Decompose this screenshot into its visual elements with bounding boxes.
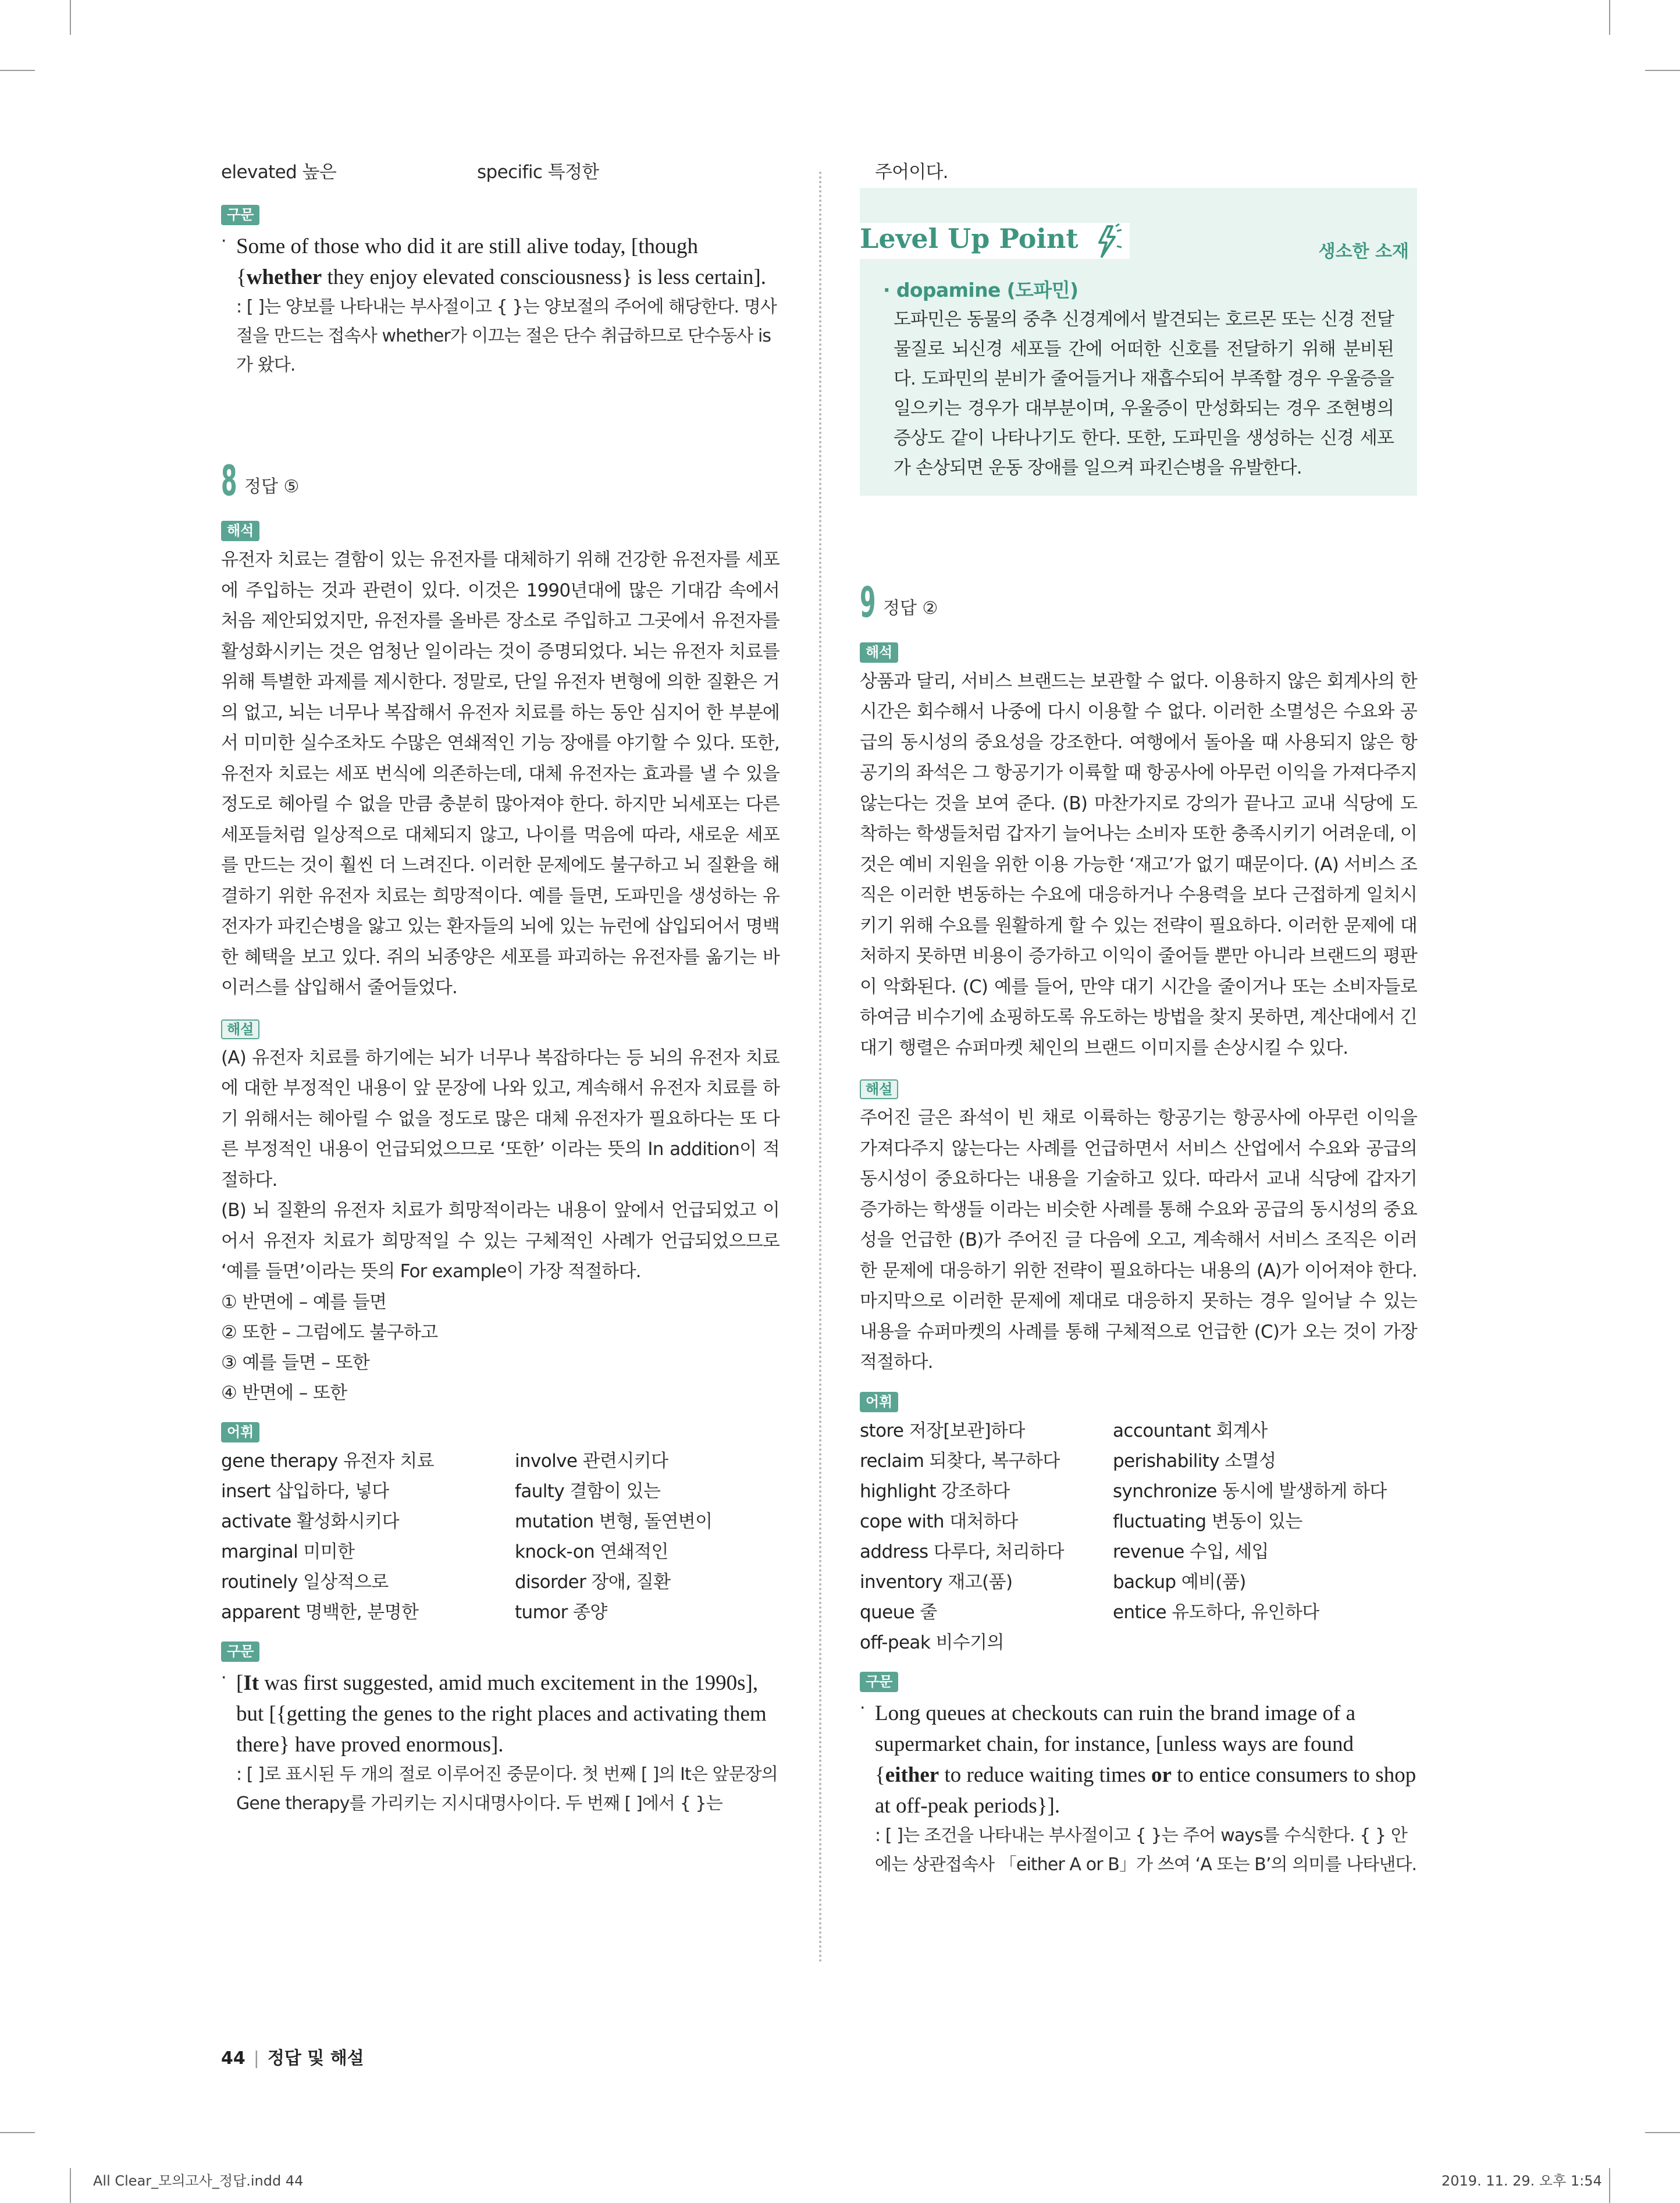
- gumun-tag: 구문: [860, 1672, 898, 1692]
- vocab-item: apparent 명백한, 분명한: [221, 1601, 419, 1623]
- bullet: ·: [860, 1697, 866, 1718]
- option-3: ③ 예를 들면 – 또한: [221, 1352, 370, 1373]
- footer-separator: |: [253, 2048, 259, 2069]
- level-up-box: [860, 188, 1417, 496]
- vocab-item: queue 줄: [860, 1601, 937, 1623]
- crop-mark: [70, 2168, 71, 2203]
- option-4: ④ 반면에 – 또한: [221, 1382, 347, 1403]
- footer-label: 정답 및 해설: [267, 2048, 364, 2069]
- eohwi-tag: 어휘: [860, 1392, 898, 1412]
- crop-mark: [1609, 0, 1610, 35]
- question-8-header: [221, 456, 780, 505]
- question-number: 9: [860, 577, 876, 627]
- vocab-item: synchronize 동시에 발생하게 하다: [1113, 1480, 1387, 1502]
- vocab-item: disorder 장애, 질환: [515, 1571, 671, 1593]
- vocab-item: highlight 강조하다: [860, 1480, 1010, 1502]
- haeseol-tag: 해설: [860, 1079, 898, 1099]
- level-up-badge: 생소한 소재: [1318, 241, 1409, 262]
- right-column: [860, 157, 1417, 1879]
- vocab-list: [860, 1416, 1417, 1658]
- level-up-heading: · dopamine (도파민): [883, 278, 1079, 301]
- vocab-item: fluctuating 변동이 있는: [1113, 1511, 1302, 1532]
- vocab-item: routinely 일상적으로: [221, 1571, 389, 1593]
- vocab-item: entice 유도하다, 유인하다: [1113, 1601, 1319, 1623]
- vocab-item: backup 예비(품): [1113, 1571, 1246, 1593]
- vocab-item: perishability 소멸성: [1113, 1450, 1276, 1472]
- slug-file: All Clear_모의고사_정답.indd 44: [93, 2173, 304, 2189]
- vocab-item: marginal 미미한: [221, 1541, 355, 1562]
- column-divider: [819, 172, 821, 1964]
- crop-mark: [70, 0, 71, 35]
- explanation-paragraph: 주어진 글은 좌석이 빈 채로 이륙하는 항공기는 항공사에 아무런 이익을 가져다주지 않는다는 사례를 언급하면서 서비스 산업에서 수요와 공급의 동시성이 중요하다는 내용을 기술하고 있다. 따라서 교내 식당에 갑자기 증가하는 학생들 이라는 비슷한 사례를 통해 수요와 공급의 동시성의 중요성을 언급한 (B)가 주어진 글 다음에 오고, 계속해서 서비스 조직은 이러한 문제에 대응하기 위한 전략이 필요하다는 내용의 (A)가 이어져야 한다. 마지막으로 이러한 문제에 제대로 대응하지 못하는 경우 일어날 수 있는 내용을 슈퍼마켓의 사례를 통해 구체적으로 언급한 (C)가 오는 것이 가장 적절하다.: [860, 1107, 1417, 1373]
- answer-label: 정답 ⑤: [244, 477, 300, 497]
- answer-label: 정답 ②: [883, 598, 938, 619]
- left-column: [221, 157, 780, 1818]
- vocab-en: elevated: [221, 162, 297, 183]
- vocab-ko: 높은: [302, 162, 337, 183]
- continuation-text: 주어이다.: [875, 162, 948, 183]
- vocab-item: tumor 종양: [515, 1601, 607, 1623]
- page-footer: [221, 2044, 364, 2069]
- vocab-item: off-peak 비수기의: [860, 1632, 1004, 1653]
- explanation-a: (A) 유전자 치료를 하기에는 뇌가 너무나 복잡하다는 등 뇌의 유전자 치료에 대한 부정적인 내용이 앞 문장에 나와 있고, 계속해서 유전자 치료를 하기 위해서는 헤아릴 수 없을 정도로 많은 대체 유전자가 필요하다는 또 다른 부정적인 내용이 언급되었으므로 ‘또한’ 이라는 뜻의 In addition이 적절하다.: [221, 1047, 780, 1191]
- haeseok-tag: 해석: [221, 521, 259, 541]
- gumun-note-1: : [ ]는 양보를 나타내는 부사절이고 { }는 양보절의 주어에 해당한다. 명사절을 만드는 접속사 whether가 이끄는 절은 단수 취급하므로 단수동사 is가 왔다.: [236, 297, 777, 375]
- vocab-item: faulty 결함이 있는: [515, 1480, 661, 1502]
- vocab-item: revenue 수입, 세입: [1113, 1541, 1269, 1562]
- bullet: ·: [221, 231, 227, 251]
- translation-paragraph: 상품과 달리, 서비스 브랜드는 보관할 수 없다. 이용하지 않은 회계사의 한 시간은 회수해서 나중에 다시 이용할 수 없다. 이러한 소멸성은 수요와 공급의 동시성의 중요성을 강조한다. 여행에서 돌아올 때 사용되지 않은 항공기의 좌석은 그 항공기가 이륙할 때 항공사에 아무런 이익을 가져다주지 않는다는 것을 보여 준다. (B) 마찬가지로 강의가 끝나고 교내 식당에 도착하는 학생들처럼 갑자기 늘어나는 소비자 또한 충족시키기 어려운데, 이것은 예비 지원을 위한 이용 가능한 ‘재고’가 없기 때문이다. (A) 서비스 조직은 이러한 변동하는 수요에 대응하거나 수용력을 보다 근접하게 일치시키기 위해 수요를 원활하게 할 수 있는 전략이 필요하다. 이러한 문제에 대처하지 못하면 비용이 증가하고 이익이 줄어들 뿐만 아니라 브랜드의 평판이 악화된다. (C) 예를 들어, 만약 대기 시간을 줄이거나 또는 소비자들로 하여금 비수기에 쇼핑하도록 유도하는 방법을 찾지 못하면, 계산대에서 긴 대기 행렬은 슈퍼마켓 체인의 브랜드 이미지를 손상시킬 수 있다.: [860, 670, 1417, 1058]
- vocab-ko: 특정한: [547, 162, 599, 183]
- crop-mark: [1645, 70, 1680, 71]
- level-up-title: Level Up Point: [860, 223, 1130, 259]
- vocab-item: activate 활성화시키다: [221, 1511, 399, 1532]
- gumun-note: : [ ]는 조건을 나타내는 부사절이고 { }는 주어 ways를 수식한다. { } 안에는 상관접속사 「either A or B」가 쓰여 ‘A 또는 B’의 의미를 나타낸다.: [875, 1825, 1417, 1875]
- haeseok-tag: 해석: [860, 642, 898, 663]
- vocab-item: insert 삽입하다, 넣다: [221, 1480, 389, 1502]
- vocab-item: knock-on 연쇄적인: [515, 1541, 668, 1562]
- eohwi-tag: 어휘: [221, 1422, 259, 1442]
- vocab-item: inventory 재고(품): [860, 1571, 1013, 1593]
- explanation-b: (B) 뇌 질환의 유전자 치료가 희망적이라는 내용이 앞에서 언급되었고 이어서 유전자 치료가 희망적일 수 있는 구체적인 사례가 언급되었으므로 ‘예를 들면’이라는 뜻의 For example이 가장 적절하다.: [221, 1200, 780, 1282]
- vocab-en: specific: [477, 162, 543, 183]
- slug-date: 2019. 11. 29. 오후 1:54: [1441, 2173, 1602, 2189]
- translation-paragraph: 유전자 치료는 결함이 있는 유전자를 대체하기 위해 건강한 유전자를 세포에 주입하는 것과 관련이 있다. 이것은 1990년대에 많은 기대감 속에서 처음 제안되었지만, 유전자를 올바른 장소로 주입하고 그곳에서 유전자를 활성화시키는 것은 엄청난 일이라는 것이 증명되었다. 뇌는 유전자 치료를 위해 특별한 과제를 제시한다. 정말로, 단일 유전자 변형에 의한 질환은 거의 없고, 뇌는 너무나 복잡해서 유전자 치료를 하는 동안 심지어 한 부분에서 미미한 실수조차도 수많은 연쇄적인 기능 장애를 야기할 수 있다. 또한, 유전자 치료는 세포 번식에 의존하는데, 대체 유전자는 효과를 낼 수 있을 정도로 헤아릴 수 없을 만큼 충분히 많아져야 한다. 하지만 뇌세포는 다른 세포들처럼 일상적으로 대체되지 않고, 나이를 먹음에 따라, 새로운 세포를 만드는 것이 훨씬 더 느려진다. 이러한 문제에도 불구하고 뇌 질환을 해결하기 위한 유전자 치료는 희망적이다. 예를 들면, 도파민을 생성하는 유전자가 파킨슨병을 앓고 있는 환자들의 뇌에 있는 뉴런에 삽입되어서 명백한 혜택을 보고 있다. 쥐의 뇌종양은 세포를 파괴하는 유전자를 옮기는 바이러스를 삽입해서 줄어들었다.: [221, 549, 780, 998]
- gumun-tag: 구문: [221, 1641, 259, 1662]
- gumun-sentence-1: · Some of those who did it are still alive today, [though {whether they enjoy elevated consciousness} is less certain].: [221, 231, 766, 289]
- lightning-icon: [1091, 223, 1123, 259]
- vocab-item: cope with 대처하다: [860, 1511, 1018, 1532]
- page-number: 44: [221, 2048, 245, 2069]
- option-2: ② 또한 – 그럼에도 불구하고: [221, 1321, 438, 1343]
- question-9-header: [860, 577, 1417, 627]
- gumun-sentence-2: · [It was first suggested, amid much excitement in the 1990s], but [{getting the genes to the right places and activating them there} have proved enormous].: [221, 1667, 767, 1757]
- level-up-text: 도파민은 동물의 중추 신경계에서 발견되는 호르몬 또는 신경 전달물질로 뇌신경 세포들 간에 어떠한 신호를 전달하기 위해 분비된다. 도파민의 분비가 줄어들거나 재흡수되어 부족할 경우 우울증을 일으키는 경우가 대부분이며, 우울증이 만성화되는 경우 조현병의 증상도 같이 나타나기도 한다. 또한, 도파민을 생성하는 신경 세포가 손상되면 운동 장애를 일으켜 파킨슨병을 유발한다.: [894, 308, 1394, 478]
- gumun-note-2: : [ ]로 표시된 두 개의 절로 이루어진 중문이다. 첫 번째 [ ]의 It은 앞문장의 Gene therapy를 가리키는 지시대명사이다. 두 번째 [ ]에서 { }는: [236, 1764, 778, 1814]
- crop-mark: [1609, 2168, 1610, 2203]
- crop-mark: [0, 2132, 35, 2133]
- vocab-list: [221, 1446, 780, 1628]
- vocab-top: [221, 157, 780, 187]
- gumun-sentence: · Long queues at checkouts can ruin the brand image of a supermarket chain, for instance, [unless ways are found {either to reduce waiting times or to entice consumers to shop at off-peak periods}].: [860, 1697, 1416, 1818]
- bullet: ·: [221, 1667, 227, 1688]
- vocab-item: store 저장[보관]하다: [860, 1420, 1025, 1441]
- vocab-item: address 다루다, 처리하다: [860, 1541, 1064, 1562]
- vocab-item: accountant 회계사: [1113, 1420, 1268, 1441]
- haeseol-tag: 해설: [221, 1019, 259, 1039]
- option-1: ① 반면에 – 예를 들면: [221, 1291, 387, 1313]
- crop-mark: [0, 70, 35, 71]
- crop-mark: [1645, 2132, 1680, 2133]
- question-number: 8: [221, 456, 237, 505]
- gumun-tag: 구문: [221, 205, 259, 225]
- vocab-item: involve 관련시키다: [515, 1450, 668, 1472]
- vocab-item: mutation 변형, 돌연변이: [515, 1511, 713, 1532]
- vocab-item: reclaim 되찾다, 복구하다: [860, 1450, 1060, 1472]
- vocab-item: gene therapy 유전자 치료: [221, 1450, 435, 1472]
